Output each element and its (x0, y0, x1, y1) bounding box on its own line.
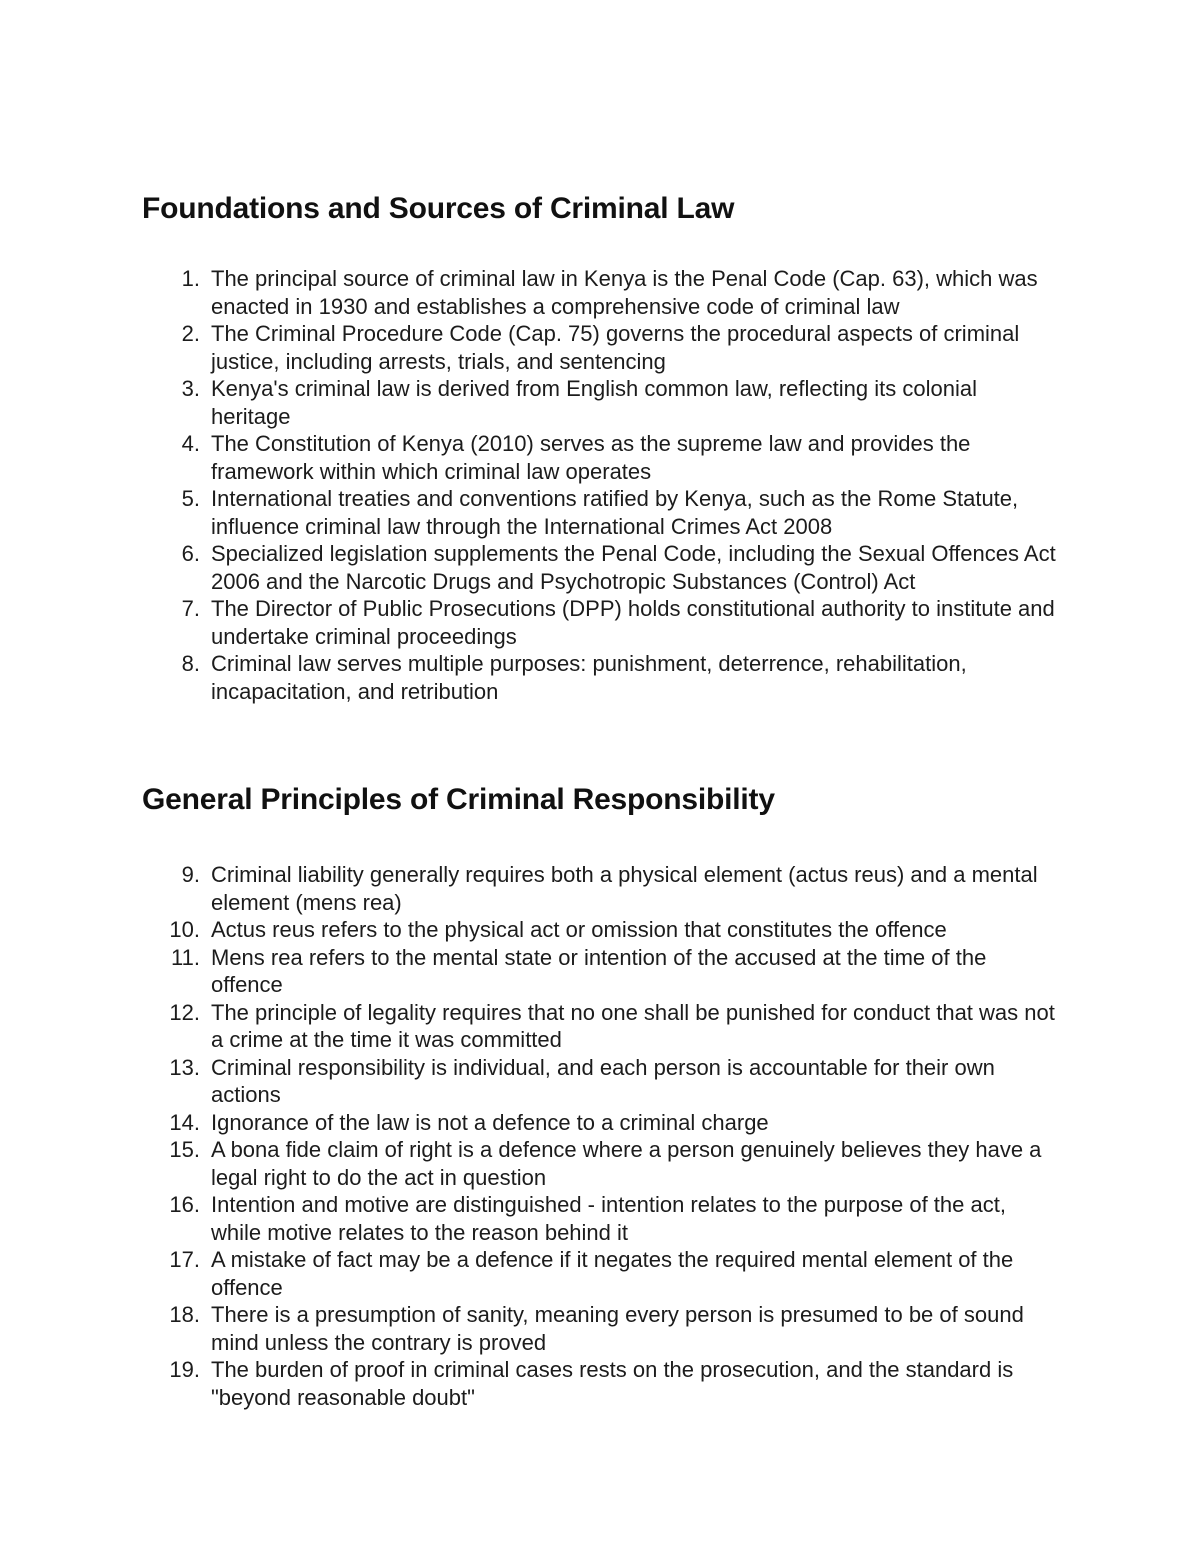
item-text: Actus reus refers to the physical act or omission that constitutes the offence (211, 917, 947, 942)
item-number: 2. (181, 321, 200, 346)
item-text: International treaties and conventions ratified by Kenya, such as the Rome Statute, influence criminal law through the International Crimes Act 2008 (211, 486, 1019, 539)
list-item (0, 861, 1200, 916)
list-item (0, 430, 1200, 485)
list-item (0, 944, 1200, 999)
list-item (0, 540, 1200, 595)
list-item (0, 1356, 1200, 1411)
item-number: 12. (169, 999, 200, 1025)
list-item (0, 1191, 1200, 1246)
item-text: Mens rea refers to the mental state or intention of the accused at the time of the offence (211, 944, 987, 997)
item-number: 4. (181, 431, 200, 456)
item-number: 11. (171, 944, 200, 970)
item-number: 16. (169, 1192, 200, 1217)
item-number: 10. (169, 917, 200, 942)
item-number: 13. (169, 1054, 200, 1080)
item-text: Ignorance of the law is not a defence to a criminal charge (211, 1109, 769, 1135)
numbered-list-foundations (0, 265, 1200, 705)
list-item (0, 485, 1200, 540)
item-number: 18. (169, 1302, 200, 1327)
item-number: 6. (181, 541, 200, 566)
section-heading-general-principles: General Principles of Criminal Responsibility (142, 783, 775, 816)
item-text: The principal source of criminal law in Kenya is the Penal Code (Cap. 63), which was enacted in 1930 and establishes a comprehensive code of criminal law (211, 266, 1038, 319)
item-text: The Constitution of Kenya (2010) serves as the supreme law and provides the framework within which criminal law operates (211, 431, 971, 484)
item-number: 15. (169, 1137, 200, 1162)
numbered-list-general-principles (0, 861, 1200, 1411)
item-text: The principle of legality requires that no one shall be punished for conduct that was not a crime at the time it was committed (211, 999, 1055, 1052)
item-number: 14. (169, 1109, 200, 1135)
list-item (0, 916, 1200, 944)
item-text: Intention and motive are distinguished - intention relates to the purpose of the act, while motive relates to the reason behind it (211, 1192, 1006, 1245)
item-text: The Director of Public Prosecutions (DPP) holds constitutional authority to institute and undertake criminal proceedings (211, 596, 1055, 649)
item-text: The burden of proof in criminal cases rests on the prosecution, and the standard is "beyond reasonable doubt" (211, 1357, 1014, 1410)
item-text: A mistake of fact may be a defence if it negates the required mental element of the offence (211, 1247, 1014, 1300)
list-item (0, 1054, 1200, 1109)
item-text: A bona fide claim of right is a defence where a person genuinely believes they have a legal right to do the act in question (211, 1137, 1042, 1190)
item-number: 7. (181, 596, 200, 621)
item-text: Criminal liability generally requires both a physical element (actus reus) and a mental element (mens rea) (211, 862, 1038, 915)
list-item (0, 1246, 1200, 1301)
item-text: Criminal law serves multiple purposes: punishment, deterrence, rehabilitation, incapacitation, and retribution (211, 651, 967, 704)
item-number: 5. (181, 486, 200, 511)
section-heading-foundations: Foundations and Sources of Criminal Law (142, 192, 735, 225)
list-item (0, 1109, 1200, 1137)
item-text: Kenya's criminal law is derived from English common law, reflecting its colonial heritage (211, 376, 977, 429)
list-item (0, 999, 1200, 1054)
item-number: 3. (181, 376, 200, 401)
list-item (0, 1136, 1200, 1191)
list-item (0, 1301, 1200, 1356)
item-text: There is a presumption of sanity, meaning every person is presumed to be of sound mind unless the contrary is proved (211, 1302, 1024, 1355)
item-text: Criminal responsibility is individual, and each person is accountable for their own actions (211, 1054, 995, 1107)
list-item (0, 650, 1200, 705)
item-number: 9. (181, 862, 200, 887)
list-item (0, 265, 1200, 320)
item-number: 19. (169, 1357, 200, 1382)
item-number: 8. (181, 651, 200, 676)
list-item (0, 375, 1200, 430)
item-number: 1. (181, 266, 200, 291)
item-text: The Criminal Procedure Code (Cap. 75) governs the procedural aspects of criminal justice, including arrests, trials, and sentencing (211, 321, 1020, 374)
item-number: 17. (169, 1247, 200, 1272)
list-item (0, 320, 1200, 375)
list-item (0, 595, 1200, 650)
item-text: Specialized legislation supplements the Penal Code, including the Sexual Offences Act 2006 and the Narcotic Drugs and Psychotropic Substances (Control) Act (211, 541, 1056, 594)
